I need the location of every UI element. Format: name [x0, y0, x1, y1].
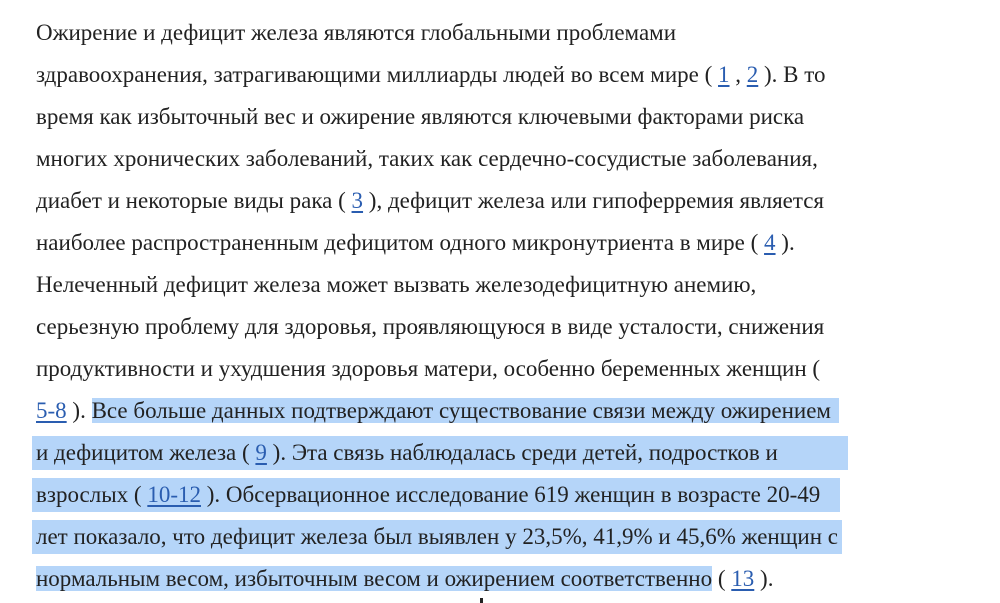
paragraph-line-14 [36, 562, 773, 596]
text-segment: ). [66, 398, 92, 423]
reference-link-3[interactable]: 3 [351, 188, 364, 213]
paragraph-line-8 [36, 310, 824, 344]
text-segment: здравоохранения, затрагивающими миллиарды людей во всем мире ( [36, 62, 719, 87]
reference-link-5-8[interactable]: 5-8 [36, 398, 67, 423]
paragraph-line-3 [36, 100, 804, 134]
text-segment: лет показало, что дефицит железа был выявлен у 23,5%, 41,9% и 45,6% женщин с [36, 524, 839, 549]
text-segment: ). [775, 230, 795, 255]
text-segment: ). [754, 566, 774, 591]
paragraph-line-6 [36, 226, 795, 260]
text-segment: ). Эта связь наблюдалась среди детей, подростков и [266, 440, 778, 465]
text-segment: Ожирение и дефицит железа являются глобальными проблемами [36, 20, 677, 45]
paragraph-line-10 [36, 394, 839, 428]
paragraph-line-1 [36, 16, 676, 50]
reference-link-9[interactable]: 9 [255, 440, 267, 465]
text-segment: диабет и некоторые виды рака ( [36, 188, 352, 213]
text-segment: время как избыточный вес и ожирение являются ключевыми факторами риска [36, 104, 805, 129]
paragraph-line-11[interactable] [32, 436, 848, 470]
paragraph-line-12[interactable] [32, 478, 840, 512]
paragraph-line-4 [36, 142, 818, 176]
text-segment: Нелеченный дефицит железа может вызвать железодефицитную анемию, [36, 272, 757, 297]
paragraph-line-9 [36, 352, 820, 386]
text-segment: взрослых ( [36, 482, 148, 507]
cursor-mark [480, 598, 483, 603]
text-segment: и дефицитом железа ( [36, 440, 256, 465]
paragraph-line-2 [36, 58, 826, 92]
text-segment: продуктивности и ухудшения здоровья матери, особенно беременных женщин ( [36, 356, 821, 381]
text-segment: ), дефицит железа или гипоферремия является [363, 188, 825, 213]
reference-link-13[interactable]: 13 [731, 566, 755, 591]
paragraph-line-7 [36, 268, 756, 302]
text-segment: ). В то [758, 62, 826, 87]
text-segment: наиболее распространенным дефицитом одного микронутриента в мире ( [36, 230, 765, 255]
text-segment: многих хронических заболеваний, таких как сердечно-сосудистые заболевания, [36, 146, 818, 171]
reference-link-4[interactable]: 4 [764, 230, 776, 255]
reference-link-10-12[interactable]: 10-12 [147, 482, 201, 507]
reference-link-1[interactable]: 1 [718, 62, 730, 87]
paragraph-line-13[interactable] [32, 520, 842, 554]
text-segment: , [729, 62, 747, 87]
text-segment: ). Обсервационное исследование 619 женщин в возрасте 20-49 [201, 482, 821, 507]
selected-text[interactable]: нормальным весом, избыточным весом и ожирением соответственно [36, 566, 713, 591]
selected-text[interactable]: Все больше данных подтверждают существование связи между ожирением [92, 398, 839, 423]
text-segment: ( [712, 566, 732, 591]
reference-link-2[interactable]: 2 [746, 62, 759, 87]
paragraph-line-5 [36, 184, 824, 218]
text-segment: серьезную проблему для здоровья, проявляющуюся в виде усталости, снижения [36, 314, 825, 339]
